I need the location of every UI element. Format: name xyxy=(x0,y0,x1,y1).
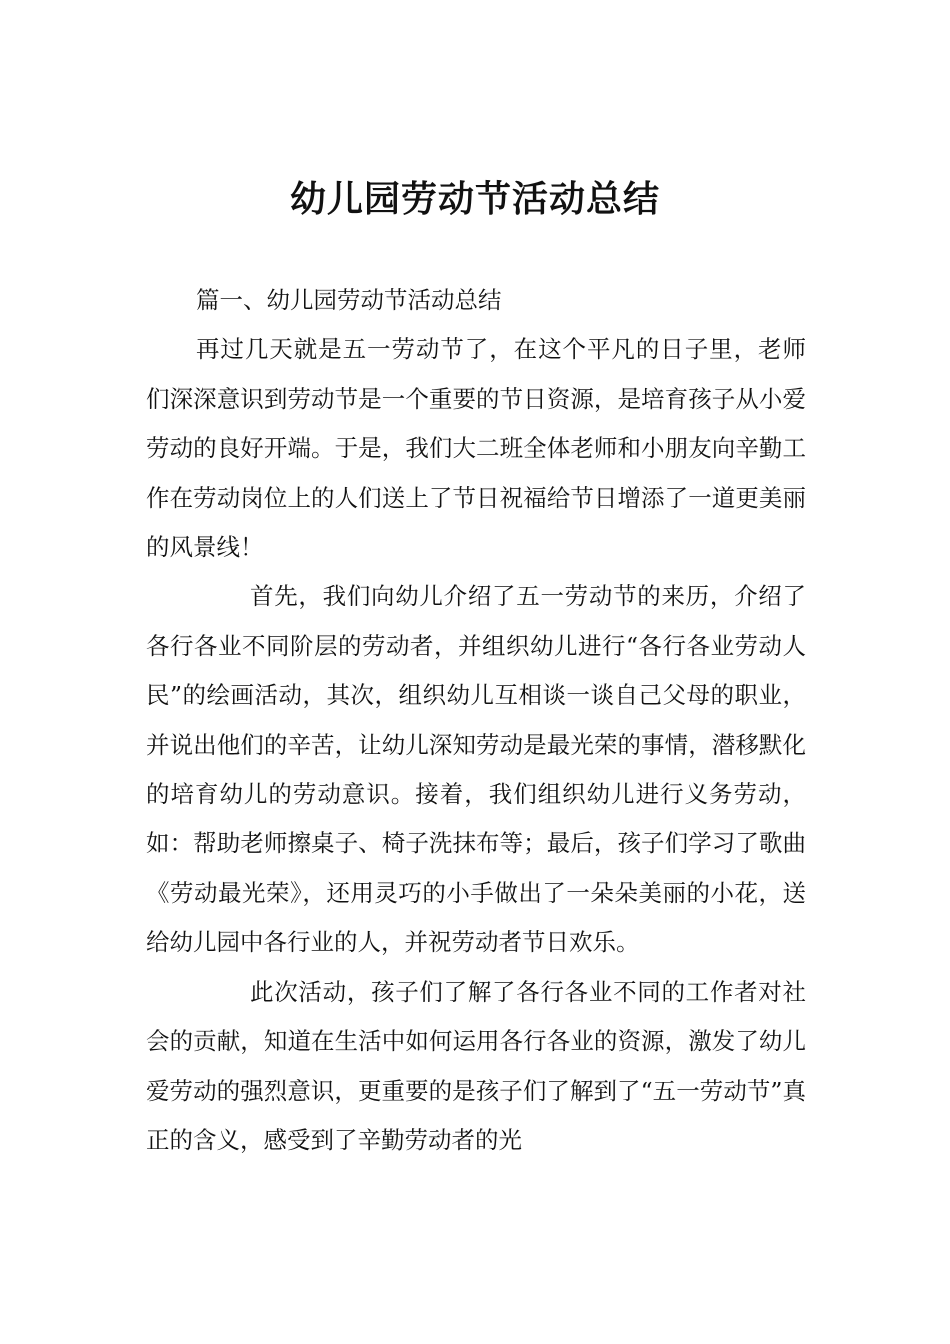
paragraph-1: 再过几天就是五一劳动节了，在这个平凡的日子里，老师们深深意识到劳动节是一个重要的节日资源，是培育孩子从小爱劳动的良好开端。于是，我们大二班全体老师和小朋友向辛勤工作在劳动岗位上的人们送上了节日祝福给节日增添了一道更美丽的风景线！ xyxy=(146,335,806,562)
document-body xyxy=(146,276,806,1165)
section-heading: 篇一、幼儿园劳动节活动总结 xyxy=(196,286,502,314)
document-title: 幼儿园劳动节活动总结 xyxy=(289,179,660,220)
paragraph-2: 首先，我们向幼儿介绍了五一劳动节的来历，介绍了各行各业不同阶层的劳动者，并组织幼儿进行“各行各业劳动人民”的绘画活动，其次，组织幼儿互相谈一谈自己父母的职业，并说出他们的辛苦，让幼儿深知劳动是最光荣的事情，潜移默化的培育幼儿的劳动意识。接着，我们组织幼儿进行义务劳动，如：帮助老师擦桌子、椅子洗抹布等；最后，孩子们学习了歌曲《劳动最光荣》，还用灵巧的小手做出了一朵朵美丽的小花，送给幼儿园中各行业的人，并祝劳动者节日欢乐。 xyxy=(146,582,806,957)
paragraph-3: 此次活动，孩子们了解了各行各业不同的工作者对社会的贡献，知道在生活中如何运用各行各业的资源，激发了幼儿爱劳动的强烈意识，更重要的是孩子们了解到了“五一劳动节”真正的含义，感受到了辛勤劳动者的光 xyxy=(146,977,806,1154)
